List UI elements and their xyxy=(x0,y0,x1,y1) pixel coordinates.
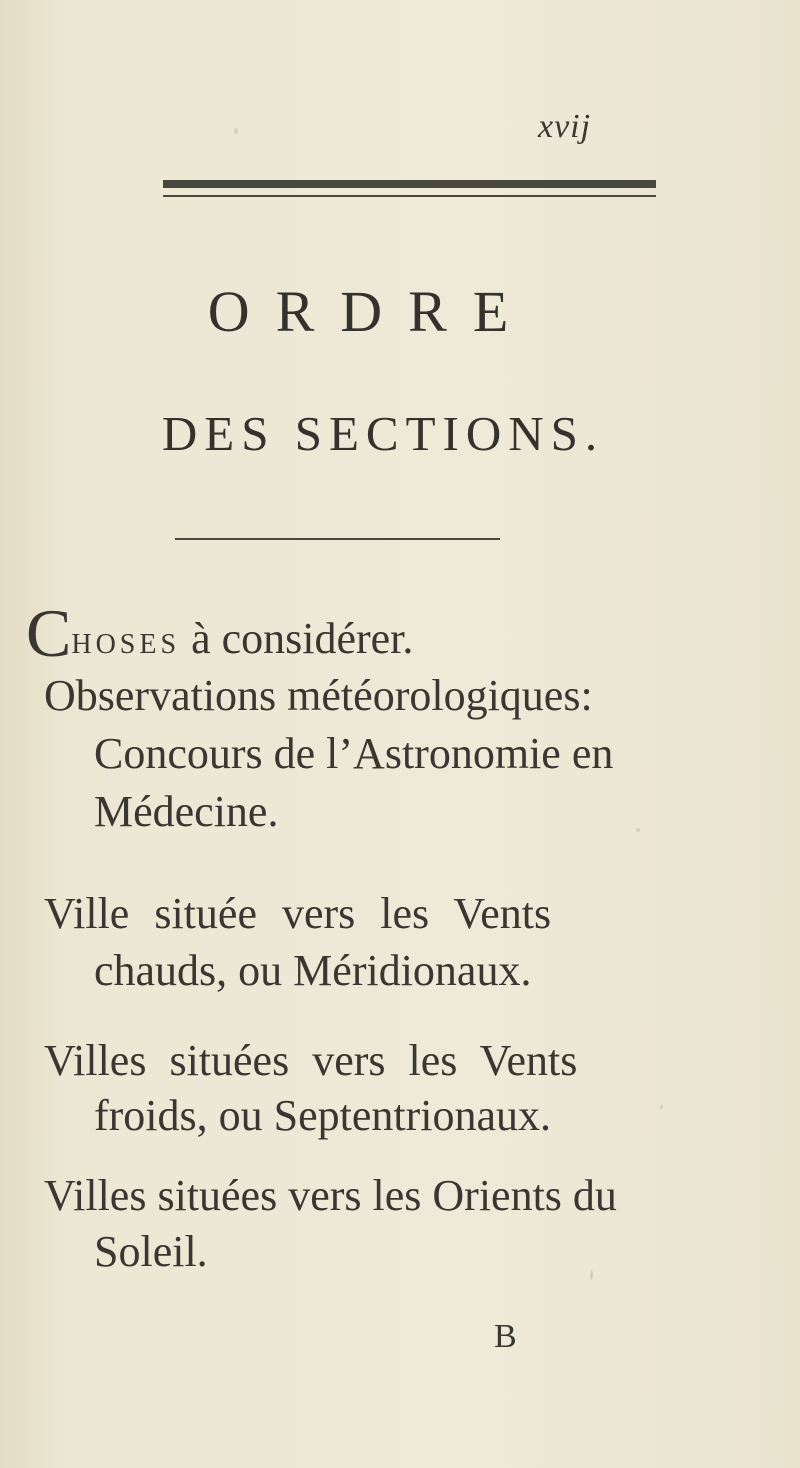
header-rule-thick xyxy=(163,180,656,188)
paper-speck xyxy=(660,1105,663,1109)
section-entry-first xyxy=(26,594,413,673)
page-title: ORDRE xyxy=(207,279,535,344)
page-number: xvij xyxy=(538,108,592,145)
section-entry-line: chauds, ou Méridionaux. xyxy=(94,946,532,995)
section-entry-line: Villes situées vers les Orients du xyxy=(44,1171,617,1220)
entry-text: à considérer. xyxy=(180,614,414,663)
section-entry-line: Observations météorologiques: xyxy=(44,671,593,720)
paper-speck xyxy=(590,1270,593,1280)
drop-cap: C xyxy=(26,595,72,671)
section-entry-line: Soleil. xyxy=(94,1227,208,1276)
section-entry-line: Concours de l’Astronomie en xyxy=(94,729,614,778)
section-entry-line: Ville située vers les Vents xyxy=(44,889,552,938)
section-divider xyxy=(175,538,500,540)
header-rule-thin xyxy=(163,195,656,197)
page-subtitle: DES SECTIONS. xyxy=(161,406,605,461)
small-caps-word: HOSES xyxy=(71,629,181,660)
paper-speck xyxy=(234,128,238,134)
section-entry-line: Villes situées vers les Vents xyxy=(44,1036,578,1085)
section-entry-line: froids, ou Septentrionaux. xyxy=(94,1091,552,1140)
paper-speck xyxy=(636,828,640,832)
section-entry-line: Médecine. xyxy=(94,787,279,836)
signature-mark: B xyxy=(494,1318,517,1355)
